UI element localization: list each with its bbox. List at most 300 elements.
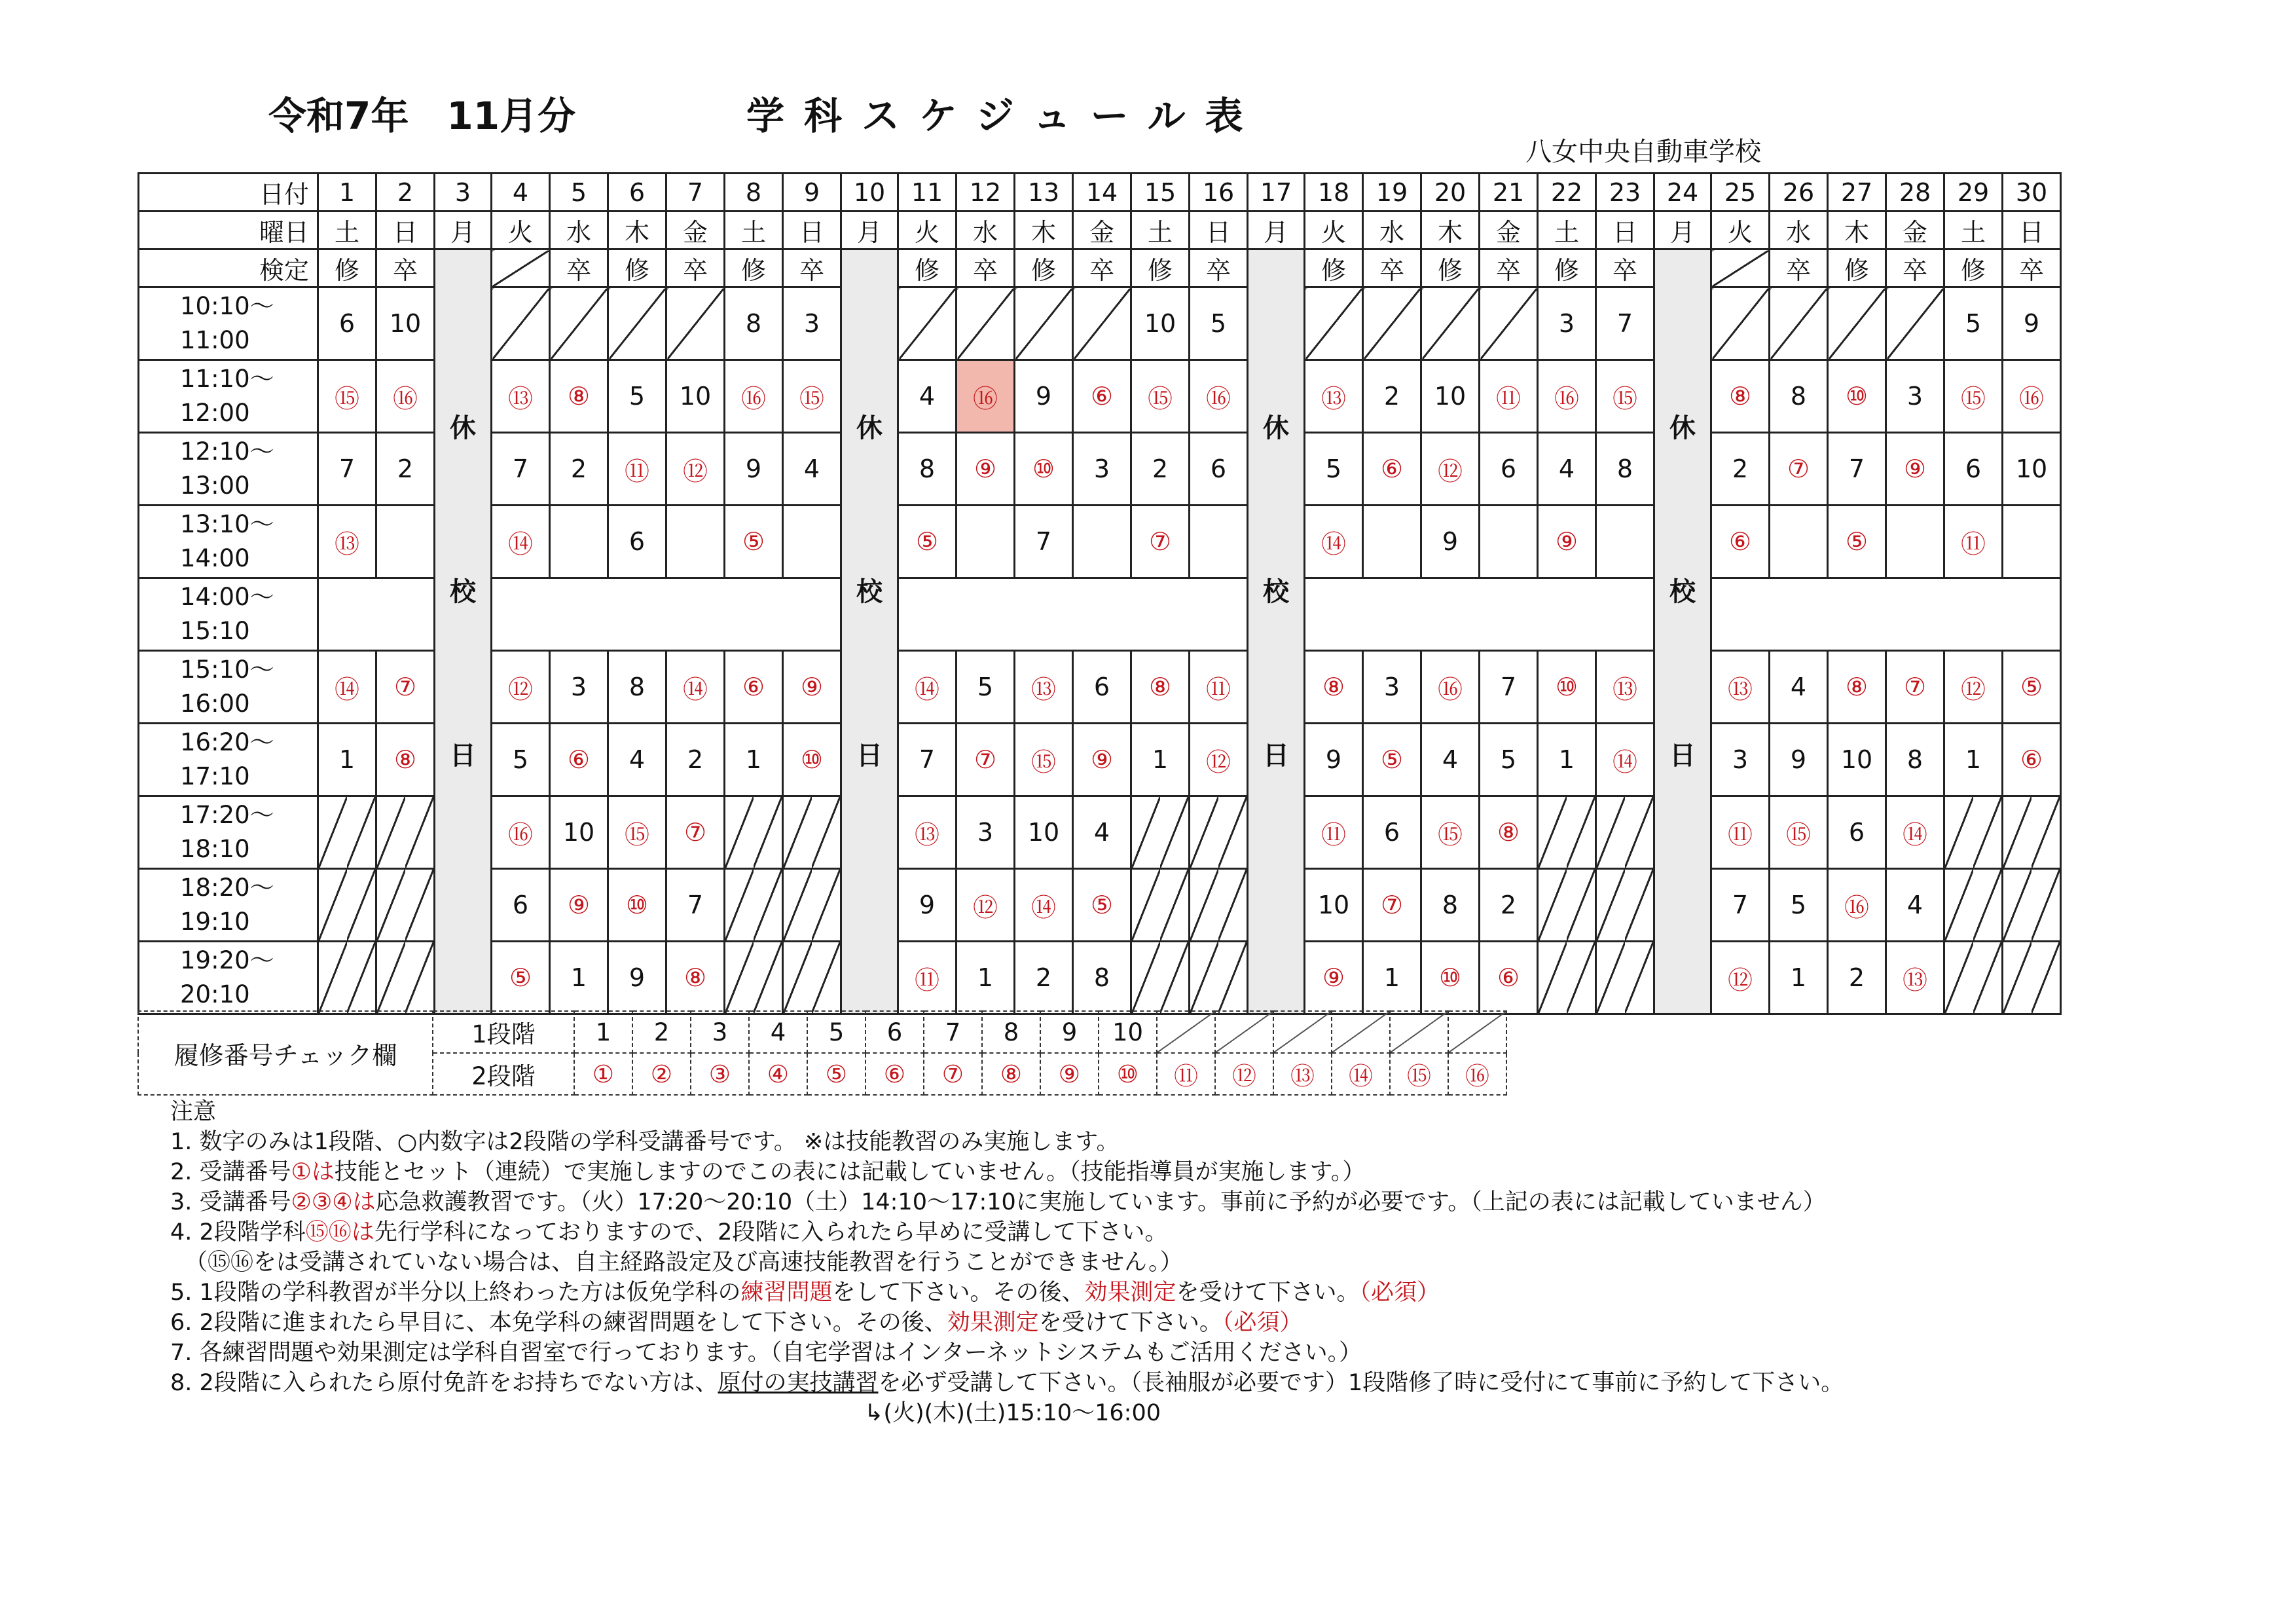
class-number-cell: ⑪	[608, 433, 666, 506]
class-number-cell: 5	[492, 724, 550, 796]
class-number-cell: ⑭	[1886, 796, 1944, 869]
check-cell: ⑦	[924, 1053, 982, 1095]
date-label: 日付	[139, 174, 318, 212]
class-number-cell: ⑮	[1596, 360, 1654, 433]
class-number-cell: ⑭	[1015, 869, 1073, 942]
exam-cell: 修	[608, 249, 666, 287]
exam-cell: 卒	[2003, 249, 2061, 287]
class-number-cell: 8	[725, 287, 783, 360]
exam-cell: 修	[1015, 249, 1073, 287]
weekday-cell: 木	[608, 212, 666, 249]
date-cell: 23	[1596, 174, 1654, 212]
class-number-cell: ⑮	[318, 360, 376, 433]
no-class-cell	[550, 287, 608, 360]
class-number-cell: ⑨	[1073, 724, 1131, 796]
class-number-cell: ⑩	[1015, 433, 1073, 506]
note-4-sub: （⑮⑯をは受講されていない場合は、自主経路設定及び高速技能教習を行うことができません。）	[185, 1249, 1183, 1276]
check-cell: 5	[807, 1011, 866, 1053]
class-number-cell: ⑤	[898, 506, 957, 578]
no-class-cell	[898, 287, 957, 360]
class-number-cell: 7	[1015, 506, 1073, 578]
blank-period-cell	[492, 578, 841, 651]
time-slot-label: 18:20～ 19:10	[139, 869, 318, 942]
class-number-cell: ⑥	[1711, 506, 1770, 578]
class-number-cell: ⑬	[1886, 942, 1944, 1014]
class-number-cell	[1886, 506, 1944, 578]
class-number-cell: ⑨	[1305, 942, 1363, 1014]
date-cell: 3	[435, 174, 492, 212]
blank-period-cell	[1305, 578, 1654, 651]
class-number-cell: 7	[318, 433, 376, 506]
class-number-cell: ⑨	[783, 651, 841, 724]
date-cell: 17	[1248, 174, 1305, 212]
note-1: 1. 数字のみは1段階、○内数字は2段階の学科受講番号です。 ※は技能教習のみ実施します。	[170, 1129, 1120, 1155]
class-number-cell	[666, 506, 725, 578]
class-number-cell: 7	[666, 869, 725, 942]
exam-cell: 修	[1828, 249, 1886, 287]
class-number-cell: ⑪	[1305, 796, 1363, 869]
no-class-cell	[1538, 942, 1596, 1014]
weekday-cell: 土	[725, 212, 783, 249]
class-number-cell: ⑧	[1131, 651, 1190, 724]
blank-period-cell	[1711, 578, 2061, 651]
class-number-cell: ⑯	[2003, 360, 2061, 433]
date-cell: 18	[1305, 174, 1363, 212]
check-cell-empty	[1390, 1011, 1448, 1053]
class-number-cell: 10	[2003, 433, 2061, 506]
class-number-cell: ⑬	[492, 360, 550, 433]
class-number-cell: ⑬	[898, 796, 957, 869]
check-cell: ⑭	[1332, 1053, 1390, 1095]
no-class-cell	[1944, 869, 2003, 942]
time-slot-row	[139, 360, 2061, 433]
class-number-cell: ⑭	[666, 651, 725, 724]
weekday-cell: 水	[550, 212, 608, 249]
class-number-cell: 6	[318, 287, 376, 360]
weekday-cell: 金	[666, 212, 725, 249]
exam-cell: 卒	[550, 249, 608, 287]
class-number-cell: 3	[550, 651, 608, 724]
class-number-cell: ⑬	[318, 506, 376, 578]
date-cell: 13	[1015, 174, 1073, 212]
class-number-cell: ⑭	[898, 651, 957, 724]
note-5-text: をして下さい。その後、	[832, 1280, 1085, 1306]
time-slot-row	[139, 651, 2061, 724]
class-number-cell: 8	[1421, 869, 1480, 942]
date-cell: 24	[1654, 174, 1711, 212]
note-8	[170, 1368, 1844, 1398]
no-class-cell	[318, 796, 376, 869]
no-class-cell	[376, 869, 435, 942]
date-cell: 2	[376, 174, 435, 212]
note-8-sub: ↳(火)(木)(土)15:10～16:00	[864, 1400, 1161, 1426]
no-class-cell	[1190, 942, 1248, 1014]
class-number-cell: ⑧	[1711, 360, 1770, 433]
note-5-highlight: 効果測定	[1084, 1280, 1176, 1306]
note-6-required: （必須）	[1222, 1310, 1303, 1336]
weekday-cell: 日	[2003, 212, 2061, 249]
class-number-cell: 1	[725, 724, 783, 796]
note-5-text: を受けて下さい。	[1176, 1280, 1360, 1306]
class-number-cell: ⑥	[1073, 360, 1131, 433]
class-number-cell: 7	[1596, 287, 1654, 360]
class-number-cell: ⑮	[1421, 796, 1480, 869]
rest-day-column	[1248, 249, 1305, 1014]
class-number-cell: 2	[1711, 433, 1770, 506]
time-slot-label: 15:10～ 16:00	[139, 651, 318, 724]
class-number-cell: ⑬	[1305, 360, 1363, 433]
class-number-cell: 10	[1131, 287, 1190, 360]
check-cell: ⑨	[1040, 1053, 1099, 1095]
stage1-row	[138, 1011, 1506, 1053]
no-class-cell	[1131, 796, 1190, 869]
note-5-text: 5. 1段階の学科教習が半分以上終わった方は仮免学科の	[170, 1280, 741, 1306]
rest-day-char: 日	[1669, 741, 1696, 771]
note-2-highlight: ①は	[291, 1159, 335, 1185]
class-number-cell: ⑯	[1828, 869, 1886, 942]
check-cell-empty	[1332, 1011, 1390, 1053]
class-number-cell: ⑮	[1770, 796, 1828, 869]
note-2-text: 技能とセット（連続）で実施しますのでこの表には記載していません。（技能指導員が実施します。）	[334, 1159, 1366, 1185]
exam-cell: 修	[1538, 249, 1596, 287]
weekday-cell: 水	[1770, 212, 1828, 249]
notes-section	[170, 1097, 1844, 1428]
schedule-period: 令和7年 11月分	[268, 94, 576, 138]
date-cell: 5	[550, 174, 608, 212]
class-number-cell: ⑯	[492, 796, 550, 869]
class-number-cell: ⑨	[1886, 433, 1944, 506]
class-number-cell: 1	[1770, 942, 1828, 1014]
class-number-cell: 6	[1480, 433, 1538, 506]
class-number-cell: 1	[1363, 942, 1421, 1014]
check-cell: ⑥	[866, 1053, 924, 1095]
class-number-cell: ⑮	[608, 796, 666, 869]
date-cell: 28	[1886, 174, 1944, 212]
rest-day-char: 休	[450, 413, 476, 443]
no-class-cell	[1421, 287, 1480, 360]
exam-cell: 修	[1421, 249, 1480, 287]
blank-period-cell	[318, 578, 435, 651]
note-3-text: 応急救護教習です。（火）17:20～20:10（土）14:10～17:10に実施しています。事前に予約が必要です。（上記の表には記載していません）	[375, 1189, 1826, 1215]
weekday-cell: 金	[1073, 212, 1131, 249]
date-cell: 1	[318, 174, 376, 212]
time-slot-row	[139, 796, 2061, 869]
rest-day-char: 校	[450, 577, 476, 607]
rest-day-char: 日	[1263, 741, 1289, 771]
no-class-cell	[2003, 869, 2061, 942]
note-4-text: 先行学科になっておりますので、2段階に入られたら早めに受講して下さい。	[374, 1219, 1168, 1246]
class-number-cell: ⑦	[666, 796, 725, 869]
time-slot-row	[139, 869, 2061, 942]
class-number-cell: 7	[492, 433, 550, 506]
no-class-cell	[376, 942, 435, 1014]
class-number-cell	[2003, 506, 2061, 578]
class-number-cell: 6	[1828, 796, 1886, 869]
exam-label: 検定	[139, 249, 318, 287]
weekday-cell: 月	[1654, 212, 1711, 249]
class-number-cell: 4	[1886, 869, 1944, 942]
class-number-cell: 9	[1015, 360, 1073, 433]
time-slot-label: 17:20～ 18:10	[139, 796, 318, 869]
class-number-cell: 10	[376, 287, 435, 360]
class-number-cell: 2	[666, 724, 725, 796]
no-class-cell	[1538, 796, 1596, 869]
weekday-cell: 土	[318, 212, 376, 249]
exam-cell: 修	[318, 249, 376, 287]
class-number-cell: ⑩	[608, 869, 666, 942]
date-cell: 4	[492, 174, 550, 212]
rest-day-column	[1654, 249, 1711, 1014]
class-number-cell: ⑩	[783, 724, 841, 796]
class-number-cell: 5	[957, 651, 1015, 724]
class-number-cell: ⑯	[725, 360, 783, 433]
date-cell: 25	[1711, 174, 1770, 212]
check-cell: 1	[574, 1011, 632, 1053]
check-cell: 9	[1040, 1011, 1099, 1053]
note-2-text: 2. 受講番号	[170, 1159, 291, 1185]
class-number-cell: 3	[1538, 287, 1596, 360]
exam-cell: 卒	[1886, 249, 1944, 287]
check-cell: ③	[691, 1053, 749, 1095]
no-class-cell	[1363, 287, 1421, 360]
check-cell: 3	[691, 1011, 749, 1053]
no-class-cell	[1828, 287, 1886, 360]
class-number-cell: ⑩	[1828, 360, 1886, 433]
class-number-cell: 2	[1828, 942, 1886, 1014]
rest-day-char: 日	[450, 741, 476, 771]
class-number-cell	[1190, 506, 1248, 578]
weekday-cell: 火	[1711, 212, 1770, 249]
check-cell: 8	[982, 1011, 1040, 1053]
check-cell: 4	[749, 1011, 807, 1053]
time-slot-label: 13:10～ 14:00	[139, 506, 318, 578]
check-cell-empty	[1215, 1011, 1273, 1053]
class-number-cell: 2	[1015, 942, 1073, 1014]
class-number-cell	[376, 506, 435, 578]
class-number-cell: ⑮	[1131, 360, 1190, 433]
note-7: 7. 各練習問題や効果測定は学科自習室で行っております。（自宅学習はインターネットシステムもご活用ください。）	[170, 1340, 1362, 1366]
time-slot-label: 11:10～ 12:00	[139, 360, 318, 433]
class-number-cell	[957, 506, 1015, 578]
class-number-cell: 7	[1711, 869, 1770, 942]
class-number-cell: 6	[1190, 433, 1248, 506]
note-3	[170, 1187, 1844, 1217]
no-class-cell	[1886, 287, 1944, 360]
note-6-highlight: 効果測定	[947, 1310, 1039, 1336]
date-cell: 10	[841, 174, 898, 212]
no-class-cell	[1480, 287, 1538, 360]
class-number-cell: 1	[957, 942, 1015, 1014]
exam-cell: 卒	[1073, 249, 1131, 287]
class-number-cell: 1	[1131, 724, 1190, 796]
no-class-cell	[1190, 796, 1248, 869]
no-class-cell	[783, 796, 841, 869]
class-number-cell: 6	[1944, 433, 2003, 506]
no-class-cell	[1596, 942, 1654, 1014]
no-class-cell	[1073, 287, 1131, 360]
class-number-cell: 6	[492, 869, 550, 942]
class-number-cell: ⑪	[1480, 360, 1538, 433]
check-cell: ⑮	[1390, 1053, 1448, 1095]
class-number-cell: 10	[1828, 724, 1886, 796]
class-number-cell: 7	[898, 724, 957, 796]
class-number-cell: 5	[1480, 724, 1538, 796]
class-number-cell: ⑪	[898, 942, 957, 1014]
time-slot-label: 14:00～ 15:10	[139, 578, 318, 651]
weekday-cell: 金	[1886, 212, 1944, 249]
no-class-cell	[725, 942, 783, 1014]
class-number-cell: 5	[1190, 287, 1248, 360]
class-number-cell: 3	[1073, 433, 1131, 506]
weekday-cell: 日	[376, 212, 435, 249]
rest-day-char: 校	[1263, 577, 1289, 607]
page-title: 学科スケジュール表	[746, 94, 1263, 138]
date-cell: 30	[2003, 174, 2061, 212]
class-number-cell: ⑥	[1363, 433, 1421, 506]
date-cell: 8	[725, 174, 783, 212]
check-cell: ①	[574, 1053, 632, 1095]
exam-cell: 卒	[1770, 249, 1828, 287]
exam-cell: 卒	[1596, 249, 1654, 287]
class-number-cell: 7	[1480, 651, 1538, 724]
class-number-cell: ⑦	[1886, 651, 1944, 724]
course-check-table	[137, 1010, 1507, 1096]
rest-day-char: 日	[856, 741, 883, 771]
no-class-cell	[725, 796, 783, 869]
no-class-cell	[1305, 287, 1363, 360]
date-cell: 20	[1421, 174, 1480, 212]
class-number-cell: 4	[1421, 724, 1480, 796]
check-cell: ⑧	[982, 1053, 1040, 1095]
no-class-cell	[1944, 942, 2003, 1014]
weekday-cell: 火	[898, 212, 957, 249]
weekday-label: 曜日	[139, 212, 318, 249]
weekday-cell: 日	[1596, 212, 1654, 249]
check-cell-empty	[1448, 1011, 1506, 1053]
rest-day-column	[841, 249, 898, 1014]
class-number-cell: 6	[608, 506, 666, 578]
class-number-cell: 5	[1944, 287, 2003, 360]
no-class-cell	[318, 869, 376, 942]
weekday-cell: 水	[1363, 212, 1421, 249]
check-cell: 2	[632, 1011, 691, 1053]
class-number-cell: ⑤	[2003, 651, 2061, 724]
weekday-cell: 火	[492, 212, 550, 249]
class-number-cell: ⑮	[1015, 724, 1073, 796]
time-slot-label: 19:20～ 20:10	[139, 942, 318, 1014]
class-number-cell: ⑤	[1828, 506, 1886, 578]
exam-cell: 卒	[1190, 249, 1248, 287]
date-cell: 27	[1828, 174, 1886, 212]
note-3-highlight: ②③④は	[291, 1189, 376, 1215]
class-number-cell: 2	[376, 433, 435, 506]
rest-day-column	[435, 249, 492, 1014]
check-cell: ⑬	[1273, 1053, 1332, 1095]
weekday-cell: 木	[1828, 212, 1886, 249]
class-number-cell: 1	[550, 942, 608, 1014]
no-class-cell	[725, 869, 783, 942]
class-number-cell: 9	[1421, 506, 1480, 578]
class-number-cell: ⑥	[1480, 942, 1538, 1014]
weekday-cell: 土	[1944, 212, 2003, 249]
date-cell: 16	[1190, 174, 1248, 212]
weekday-cell: 木	[1421, 212, 1480, 249]
class-number-cell: 8	[1770, 360, 1828, 433]
exam-cell: 修	[725, 249, 783, 287]
class-number-cell: ⑤	[1363, 724, 1421, 796]
class-number-cell: ⑯	[1190, 360, 1248, 433]
date-cell: 22	[1538, 174, 1596, 212]
class-number-cell: 10	[666, 360, 725, 433]
class-number-cell: 10	[1305, 869, 1363, 942]
class-number-cell: 2	[1131, 433, 1190, 506]
class-number-cell: 10	[1421, 360, 1480, 433]
class-number-cell: 3	[957, 796, 1015, 869]
weekday-cell: 土	[1538, 212, 1596, 249]
date-cell: 9	[783, 174, 841, 212]
class-number-cell: 3	[1711, 724, 1770, 796]
class-number-cell: 3	[1363, 651, 1421, 724]
class-number-cell: 2	[550, 433, 608, 506]
no-class-cell	[608, 287, 666, 360]
note-8-text: を必ず受講して下さい。（長袖服が必要です）1段階修了時に受付にて事前に予約して下さい。	[878, 1370, 1844, 1396]
check-cell-empty	[1273, 1011, 1332, 1053]
class-number-cell: ⑦	[1363, 869, 1421, 942]
no-class-cell	[1131, 869, 1190, 942]
exam-cell: 修	[1305, 249, 1363, 287]
check-cell-empty	[1157, 1011, 1215, 1053]
class-number-cell: 9	[2003, 287, 2061, 360]
class-number-cell: ⑤	[492, 942, 550, 1014]
date-cell: 19	[1363, 174, 1421, 212]
check-cell: 7	[924, 1011, 982, 1053]
class-number-cell: ⑪	[1190, 651, 1248, 724]
class-number-cell: ⑬	[1711, 651, 1770, 724]
exam-cell: 卒	[1363, 249, 1421, 287]
check-cell: ⑪	[1157, 1053, 1215, 1095]
check-cell: 6	[866, 1011, 924, 1053]
class-number-cell: ⑥	[2003, 724, 2061, 796]
weekday-cell: 木	[1015, 212, 1073, 249]
note-6-text: を受けて下さい。	[1038, 1310, 1222, 1336]
class-number-cell: 6	[1073, 651, 1131, 724]
class-number-cell	[1480, 506, 1538, 578]
class-number-cell	[1073, 506, 1131, 578]
no-class-cell	[2003, 942, 2061, 1014]
note-4	[170, 1217, 1844, 1247]
exam-cell-empty	[492, 249, 550, 287]
class-number-cell: ⑫	[1711, 942, 1770, 1014]
exam-cell: 修	[1131, 249, 1190, 287]
class-number-cell: ⑫	[1421, 433, 1480, 506]
class-number-cell: ⑨	[1538, 506, 1596, 578]
class-number-cell: ⑤	[1073, 869, 1131, 942]
no-class-cell	[1711, 287, 1770, 360]
class-number-cell: 8	[1073, 942, 1131, 1014]
no-class-cell	[1596, 869, 1654, 942]
class-number-cell: ⑯	[1538, 360, 1596, 433]
note-4-text: 4. 2段階学科	[170, 1219, 306, 1246]
class-number-cell: ⑦	[1131, 506, 1190, 578]
class-number-cell: ⑭	[318, 651, 376, 724]
weekday-cell: 火	[1305, 212, 1363, 249]
date-cell: 11	[898, 174, 957, 212]
class-number-cell: 10	[550, 796, 608, 869]
no-class-cell	[1596, 796, 1654, 869]
class-number-cell: ⑬	[1015, 651, 1073, 724]
class-number-cell	[1363, 506, 1421, 578]
time-slot-row	[139, 578, 2061, 651]
